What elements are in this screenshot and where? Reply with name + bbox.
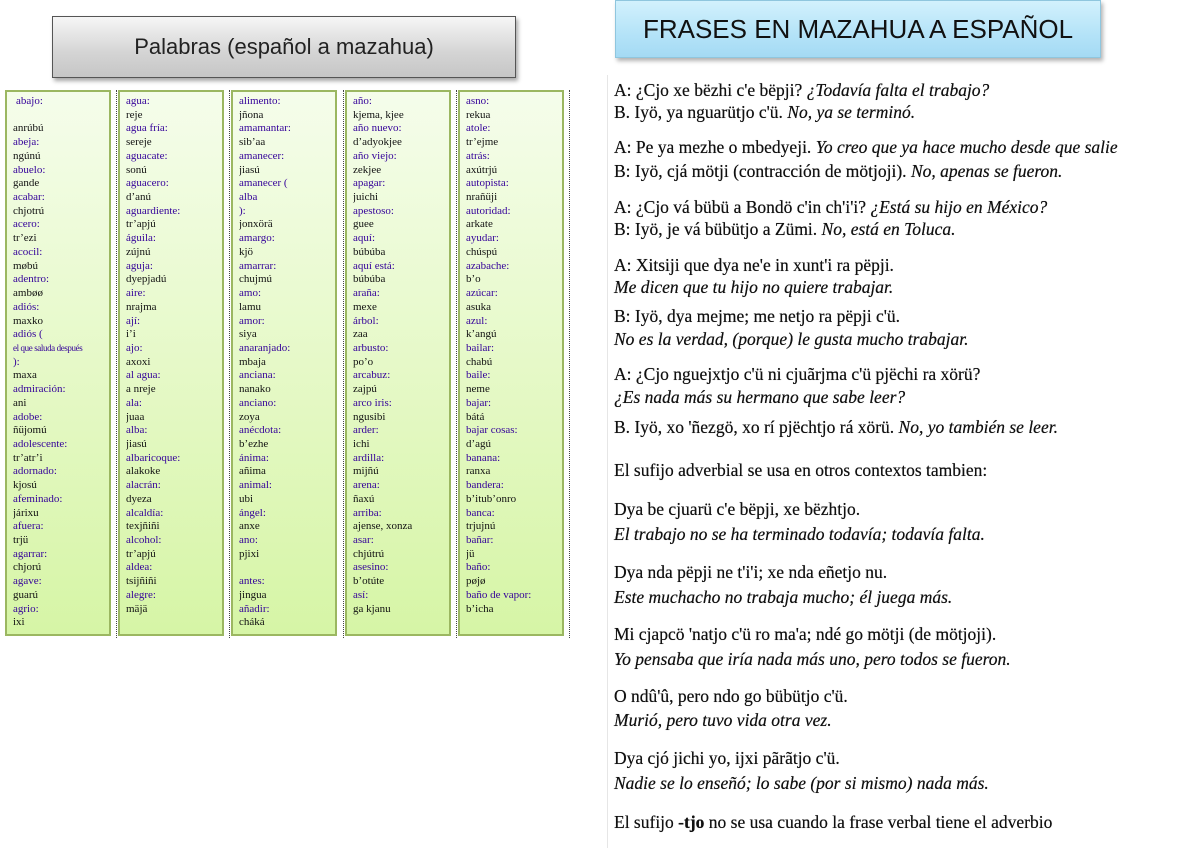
mazahua-word: d’anú [126,191,152,204]
spanish-word: alacrán: [126,479,161,492]
spanish-translation: Nadie se lo enseñó; lo sabe (por si mismo) nada más. [614,773,989,793]
mazahua-word: kjema, kjee [353,108,404,121]
spanish-word: banana: [466,451,501,464]
phrase-line [614,587,952,608]
spanish-word: arbusto: [353,341,389,354]
spanish-word: azul: [466,314,488,327]
spanish-word: aquí está: [353,259,395,272]
mazahua-word: tr’apjú [126,218,156,231]
mazahua-text: El sufijo [614,812,679,832]
spanish-translation: Me dicen que tu hijo no quiere trabajar. [614,277,894,297]
column-divider [569,90,570,638]
column-divider [229,90,230,638]
mazahua-text: B: Iyö, dya mejme; me netjo ra pëpji c'ü. [614,306,900,326]
spanish-word: ángel: [239,506,266,519]
mazahua-word: a nreje [126,383,156,396]
spanish-word: asesino: [353,561,389,574]
mazahua-word: alakoke [126,465,161,478]
mazahua-text: B: Iyö, cjá mötji (contracción de mötjoji). [614,161,911,181]
mazahua-word: reje [126,108,143,121]
mazahua-word: neme [466,383,490,396]
mazahua-word: kjosú [13,479,37,492]
mazahua-word: chujmú [239,273,272,286]
phrase-line [614,649,1011,670]
spanish-word: aguja: [126,259,153,272]
column-divider [116,90,117,638]
spanish-word: ala: [126,396,142,409]
spanish-word: adentro: [13,273,50,286]
spanish-word: agua: [126,95,150,107]
phrase-line [614,387,905,408]
mazahua-word: jingua [239,588,267,601]
spanish-word: albaricoque: [126,451,181,464]
spanish-word: antes: [239,575,265,588]
spanish-word: ají: [126,314,141,327]
mazahua-word: mbaja [239,355,266,368]
mazahua-word: chúspú [466,245,498,258]
mazahua-word: chjorú [13,561,42,574]
mazahua-word: siya [239,328,257,341]
mazahua-word: zújnú [126,245,151,258]
mazahua-word: tr’ejme [466,136,499,149]
mazahua-word: zaa [353,328,368,341]
column-divider [343,90,344,638]
mazahua-word: mijñú [353,465,379,478]
spanish-word: admiración: [13,383,66,396]
vocab-column [345,90,451,636]
spanish-word: abeja: [13,136,40,149]
mazahua-word: arkate [466,218,493,231]
mazahua-text: A: ¿Cjo xe bëzhi c'e bëpji? [614,80,807,100]
spanish-word: adornado: [13,465,57,478]
mazahua-text: B. Iyö, xo 'ñezgö, xo rí pjëchtjo rá xörü. [614,417,899,437]
spanish-translation: ¿Es nada más su hermano que sabe leer? [614,387,906,407]
spanish-word: bandera: [466,479,504,492]
mazahua-word: juichi [353,191,379,204]
mazahua-text: O ndû'û, pero ndo go bübütjo c'ü. [614,686,848,706]
phrase-line [614,524,985,545]
spanish-word: ardilla: [353,451,385,464]
mazahua-word: cháká [239,616,265,629]
spanish-word: azabache: [466,259,510,272]
mazahua-text: El sufijo adverbial se usa en otros contextos tambien: [614,460,988,480]
mazahua-word: juaa [126,410,145,423]
spanish-word: asno: [466,95,490,107]
phrase-line [614,161,1062,182]
mazahua-word: møbú [13,259,39,272]
vocab-column [118,90,224,636]
mazahua-word: b’icha [466,602,494,615]
phrase-line [614,686,848,707]
spanish-word: amamantar: [239,122,291,135]
spanish-word: año: [353,95,372,107]
spanish-word: bañar: [466,534,494,546]
spanish-word: aguardiente: [126,204,181,217]
mazahua-word: maxko [13,314,43,327]
phrase-line [614,102,915,123]
mazahua-text: no se usa cuando la frase verbal tiene el adverbio [704,812,1053,832]
spanish-word: afeminado: [13,492,63,505]
mazahua-word: mäjä [126,602,148,615]
spanish-word: arriba: [353,506,382,519]
blank-line [239,561,335,575]
spanish-translation: ¿Está su hijo en México? [870,197,1048,217]
mazahua-word: ñaxú [353,492,375,505]
spanish-word: bajar cosas: [466,424,518,437]
spanish-word: agrio: [13,602,39,615]
mazahua-word: chjotrú [13,204,45,217]
spanish-word: al agua: [126,369,161,382]
mazahua-word: d’agú [466,437,492,450]
spanish-word: aire: [126,287,146,300]
phrase-line [614,748,840,769]
phrase-line [614,255,894,276]
spanish-word: alegre: [126,588,156,601]
mazahua-word: lamu [239,300,261,313]
phrase-line [614,364,980,385]
spanish-word: año nuevo: [353,122,402,135]
spanish-word: amanecer: [239,149,285,162]
phrase-line [614,277,893,298]
spanish-translation: No, está en Toluca. [821,219,956,239]
spanish-word: adiós ( [13,328,43,341]
spanish-word: atole: [466,122,491,135]
spanish-translation: El trabajo no se ha terminado todavía; todavía falta. [614,524,985,544]
spanish-word: ánima: [239,451,269,464]
spanish-word: amargo: [239,232,275,245]
mazahua-text: Mi cjapcö 'natjo c'ü ro ma'a; ndé go mötji (de mötjoji). [614,624,997,644]
spanish-word: acabar: [13,191,45,204]
mazahua-word: b’itub’onro [466,492,517,505]
spanish-word: adiós: [13,300,40,313]
mazahua-word: tr’apjú [126,547,156,560]
spanish-word: arder: [353,424,379,437]
mazahua-text: Dya be cjuarü c'e bëpji, xe bëzhtjo. [614,499,861,519]
right-title: FRASES EN MAZAHUA A ESPAÑOL [642,13,1074,44]
mazahua-word: dyeza [126,492,152,505]
phrase-line [614,624,996,645]
phrase-line [614,329,969,350]
spanish-word: araña: [353,287,380,300]
phrase-line [614,80,989,101]
vocab-column [458,90,564,636]
phrase-line [614,562,887,583]
mazahua-word: trjujnú [466,520,496,533]
spanish-word: baile: [466,369,491,382]
mazahua-word: rekua [466,108,491,121]
mazahua-word: anxe [239,520,260,533]
spanish-word: adobe: [13,410,43,423]
spanish-word: alcaldía: [126,506,164,519]
spanish-word: autopista: [466,177,509,190]
mazahua-word: ixi [13,616,25,629]
mazahua-word: gande [13,177,40,190]
spanish-word: abuelo: [13,163,46,176]
spanish-word: asar: [353,534,374,546]
mazahua-word: k’angú [466,328,497,341]
mazahua-text: -tjo [678,812,705,832]
spanish-word: aguacero: [126,177,169,190]
phrase-line [614,710,832,731]
spanish-word: agarrar: [13,547,48,560]
spanish-word: apestoso: [353,204,394,217]
spanish-word: adolescente: [13,437,68,450]
column-divider [456,90,457,638]
spanish-translation: ¿Todavía falta el trabajo? [806,80,990,100]
spanish-translation: Este muchacho no trabaja mucho; él juega más. [614,587,953,607]
spanish-translation: Murió, pero tuvo vida otra vez. [614,710,832,730]
mazahua-word: ambøø [13,287,43,300]
spanish-word: azúcar: [466,287,498,300]
spanish-word: acocil: [13,245,43,258]
spanish-word: árbol: [353,314,379,327]
spanish-word: anaranjado: [239,341,291,354]
mazahua-word: añima [239,465,266,478]
phrase-line [614,137,1118,158]
phrase-line [614,219,956,240]
spanish-word: ayudar: [466,232,499,245]
mazahua-word: jñona [239,108,264,121]
spanish-word: acero: [13,218,40,231]
mazahua-word: dyepjadú [126,273,167,286]
mazahua-word: ajense, xonza [353,520,413,533]
spanish-translation: Yo pensaba que iría nada más uno, pero todos se fueron. [614,649,1011,669]
spanish-word: apagar: [353,177,386,190]
mazahua-word: jiasú [239,163,260,176]
spanish-word: bajar: [466,396,492,409]
mazahua-word: nanako [239,383,271,396]
spanish-word: año viejo: [353,149,397,162]
mazahua-word: axoxi [126,355,151,368]
spanish-translation: No, apenas se fueron. [910,161,1063,181]
vocab-column [5,90,111,636]
phrase-line [614,306,900,327]
mazahua-text: Dya cjó jichi yo, ijxi pãrãtjo c'ü. [614,748,840,768]
spanish-word: arcabuz: [353,369,391,382]
mazahua-word: axútrjú [466,163,498,176]
spanish-word: bailar: [466,341,495,354]
mazahua-word: b’otúte [353,575,385,588]
spanish-word: animal: [239,479,272,492]
mazahua-word: bátá [466,410,485,423]
left-title-banner [52,16,516,78]
mazahua-word: ga kjanu [353,602,391,615]
spanish-word: atrás: [466,149,490,162]
spanish-word: agave: [13,575,42,588]
mazahua-word: po’o [353,355,374,368]
mazahua-word: tr’atr’i [13,451,43,464]
mazahua-word: pjixi [239,547,260,560]
mazahua-word: tr’ezi [13,232,37,245]
mazahua-word: chjútrú [353,547,385,560]
mazahua-word: i’i [126,328,136,341]
mazahua-word: ubi [239,492,254,505]
phrase-line [614,460,987,481]
spanish-translation: No, yo también se leer. [898,417,1058,437]
spanish-translation: Yo creo que ya hace mucho desde que salie [815,137,1118,157]
mazahua-word: járixu [13,506,39,519]
mazahua-text: A: ¿Cjo nguejxtjo c'ü ni cjuãrjma c'ü pjëchi ra xörü? [614,364,981,384]
mazahua-word: zoya [239,410,260,423]
spanish-word: alimento: [239,95,281,107]
spanish-word: aguacate: [126,149,168,162]
spanish-word: aldea: [126,561,153,574]
spanish-word: baño: [466,561,491,574]
mazahua-word: jiasú [126,437,147,450]
mazahua-word: anrúbú [13,122,44,135]
mazahua-word: ichi [353,437,370,450]
mazahua-word: jonxörä [239,218,273,231]
mazahua-word: d’adyokjee [353,136,402,149]
mazahua-word: guarú [13,588,39,601]
spanish-word: ano: [239,534,258,546]
mazahua-word: ngúnú [13,149,41,162]
vocab-column [231,90,337,636]
spanish-word: anciano: [239,396,277,409]
phrase-line [614,417,1058,438]
mazahua-word: maxa [13,369,37,382]
mazahua-word: asuka [466,300,492,313]
spanish-translation: No, ya se terminó. [787,102,916,122]
spanish-word: arena: [353,479,380,492]
mazahua-word: mexe [353,300,377,313]
spanish-word: ): [13,355,20,368]
mazahua-word: ranxa [466,465,491,478]
mazahua-word: ani [13,396,27,409]
mazahua-word: zekjee [353,163,382,176]
mazahua-word: trjü [13,534,29,546]
spanish-word: aquí: [353,232,375,245]
spanish-word: añadir: [239,602,270,615]
spanish-word: alcohol: [126,534,162,546]
mazahua-word: texjñiñi [126,520,160,533]
mazahua-text: A: ¿Cjo vá bübü a Bondö c'in ch'i'i? [614,197,871,217]
spanish-word: anécdota: [239,424,282,437]
spanish-word: alba: [126,424,148,437]
mazahua-word: nrañüji [466,191,498,204]
spanish-word: ): [239,204,246,217]
mazahua-word: ñüjomú [13,424,47,437]
mazahua-text: B. Iyö, ya nguarütjo c'ü. [614,102,788,122]
mazahua-word: zajpú [353,383,377,396]
mazahua-text: Dya nda pëpji ne t'i'i; xe nda eñetjo nu. [614,562,888,582]
spanish-word: águila: [126,232,156,245]
spanish-word: afuera: [13,520,44,533]
spanish-word: abajo: [16,95,43,107]
phrase-line [614,499,860,520]
left-title: Palabras (español a mazahua) [134,34,434,59]
mazahua-word: sib’aa [239,136,266,149]
mazahua-word: b’o [466,273,481,286]
spanish-translation: No es la verdad, (porque) le gusta mucho trabajar. [614,329,969,349]
mazahua-word: sereje [126,136,152,149]
spanish-word: banca: [466,506,495,519]
phrase-line [614,812,1052,833]
spanish-word: arco iris: [353,396,392,409]
mazahua-word: búbúba [353,273,386,286]
spanish-word: baño de vapor: [466,588,532,601]
mazahua-word: pøjø [466,575,486,588]
mazahua-word: nrajma [126,300,157,313]
spanish-word: el que saluda después [13,342,83,353]
spanish-word: amanecer ( [239,177,288,190]
mazahua-word: kjö [239,245,254,258]
mazahua-word: tsijñiñi [126,575,157,588]
mazahua-word: b’ezhe [239,437,269,450]
spanish-word: agua fría: [126,122,168,135]
mazahua-text: A: Xitsiji que dya ne'e in xunt'i ra pëpji. [614,255,894,275]
spanish-word: autoridad: [466,204,511,217]
mazahua-word: búbúba [353,245,386,258]
phrase-line [614,197,1047,218]
mazahua-text: B: Iyö, je vá bübütjo a Zümi. [614,219,822,239]
spanish-word: amo: [239,287,261,300]
phrase-line [614,773,989,794]
mazahua-word: chabú [466,355,493,368]
right-title-banner [615,0,1101,58]
blank-line [13,109,109,123]
mazahua-word: sonú [126,163,147,176]
spanish-word: alba [239,191,258,204]
spanish-word: ajo: [126,341,143,354]
mazahua-word: ngusibi [353,410,386,423]
mazahua-word: jü [466,547,475,560]
spanish-word: amarrar: [239,259,277,272]
spanish-word: así: [353,588,369,601]
spanish-word: amor: [239,314,265,327]
spanish-word: anciana: [239,369,276,382]
mazahua-word: guee [353,218,374,231]
mazahua-text: A: Pe ya mezhe o mbedyeji. [614,137,816,157]
